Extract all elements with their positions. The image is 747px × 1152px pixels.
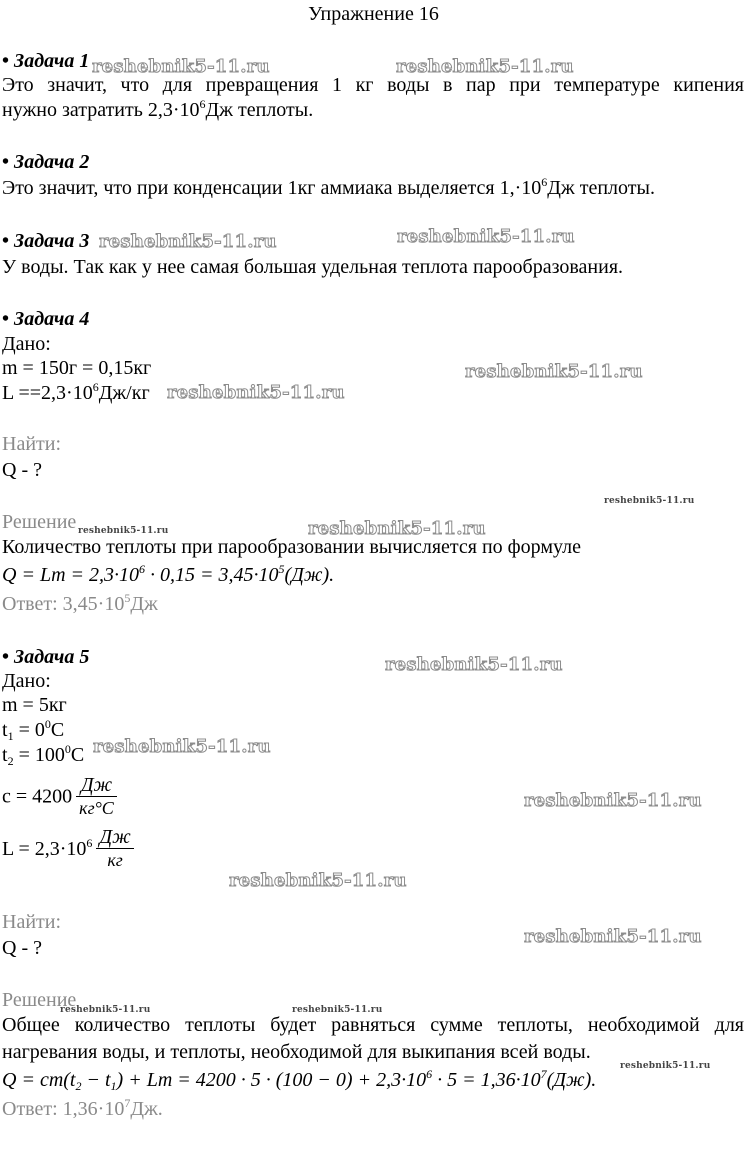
task-4-given-label: Дано: — [2, 333, 51, 355]
task-4-unknown: Q - ? — [2, 459, 42, 481]
watermark: reshebnik5-11.ru — [93, 736, 271, 757]
task-5-t2: $t_2 = 100^0C$ — [2, 742, 85, 768]
task-3-heading: • Задача 3 — [2, 230, 90, 252]
task-1-heading: • Задача 1 — [2, 50, 90, 72]
task-4-heat-constant: $L ==2,3\cdot 10^6Дж/кг$ — [2, 380, 150, 404]
task-5-mass: m = 5кг — [2, 694, 67, 716]
task-2-heading: • Задача 2 — [2, 151, 90, 173]
watermark: reshebnik5-11.ru — [92, 56, 270, 77]
watermark: reshebnik5-11.ru — [524, 790, 702, 811]
task-4-heading: • Задача 4 — [2, 308, 90, 330]
watermark: reshebnik5-11.ru — [396, 56, 574, 77]
task-4-solution-text: Количество теплоты при парообразовании вычисляется по формуле — [2, 536, 581, 558]
watermark: reshebnik5-11.ru — [524, 926, 702, 947]
task-5-heat-constant-units: $\frac{Дж}{кг}$ — [96, 826, 133, 871]
watermark: reshebnik5-11.ru — [167, 382, 345, 403]
page-title: Упражнение 16 — [308, 3, 439, 25]
task-5-specific-heat: c = 4200 $\frac{Дж}{кг^\circ C}$ — [2, 774, 117, 826]
watermark: reshebnik5-11.ru — [99, 231, 277, 252]
task-4-mass: m = 150г = 0,15кг — [2, 357, 152, 379]
watermark: reshebnik5-11.ru — [60, 1005, 151, 1015]
task-5-solution-line-2: нагревания воды, и теплоты, необходимой для выкипания всей воды. — [2, 1041, 591, 1063]
task-5-solution-label: Решение — [2, 989, 77, 1011]
watermark: reshebnik5-11.ru — [308, 518, 486, 539]
watermark: reshebnik5-11.ru — [385, 654, 563, 675]
task-5-t1: $t_1 = 0^0C$ — [2, 717, 65, 743]
watermark: reshebnik5-11.ru — [78, 526, 169, 536]
task-5-unknown: Q - ? — [2, 937, 42, 959]
watermark: reshebnik5-11.ru — [292, 1005, 383, 1015]
task-1-text-line-1: Это значит, что для превращения 1 кг воды в пар при температуре кипения — [2, 74, 744, 96]
watermark: reshebnik5-11.ru — [397, 226, 575, 247]
task-5-find-label: Найти: — [2, 911, 62, 933]
task-5-given-label: Дано: — [2, 670, 51, 692]
task-1-text-line-2: нужно затратить $2,3\cdot 10^6Дж$ теплоты. — [2, 97, 314, 121]
watermark: reshebnik5-11.ru — [620, 1061, 711, 1071]
task-5-heat-constant: $L = 2,3\cdot 10^6$ $\frac{Дж}{кг}$ — [2, 826, 134, 878]
task-5-answer: Ответ: $1,36\cdot 10^7Дж$. — [2, 1096, 163, 1120]
watermark: reshebnik5-11.ru — [604, 496, 695, 506]
task-5-solution-line-1: Общее количество теплоты будет равняться сумме теплоты, необходимой для — [2, 1014, 744, 1036]
task-4-formula: $Q = Lm = 2,3\cdot 10^6 \cdot 0,15 = 3,45\cdot 10^5(Дж)$. — [2, 562, 335, 586]
task-5-formula: $Q = cm(t_2 - t_1) + Lm = 4200 \cdot 5 \cdot (100 - 0) + 2,3\cdot 10^6 \cdot 5 = 1,36\cdot 10^7(Дж)$. — [2, 1067, 597, 1093]
task-4-solution-label: Решение — [2, 511, 77, 533]
task-5-specific-heat-units: $\frac{Дж}{кг^\circ C}$ — [76, 774, 117, 819]
task-4-answer: Ответ: $3,45\cdot 10^5Дж$ — [2, 591, 158, 615]
watermark: reshebnik5-11.ru — [229, 870, 407, 891]
task-4-find-label: Найти: — [2, 433, 62, 455]
task-5-heading: • Задача 5 — [2, 646, 90, 668]
task-3-text: У воды. Так как у нее самая большая удельная теплота парообразования. — [2, 256, 624, 278]
watermark: reshebnik5-11.ru — [465, 361, 643, 382]
task-2-text: Это значит, что при конденсации 1кг аммиака выделяется $1,\cdot 10^6Дж$ теплоты. — [2, 175, 655, 199]
